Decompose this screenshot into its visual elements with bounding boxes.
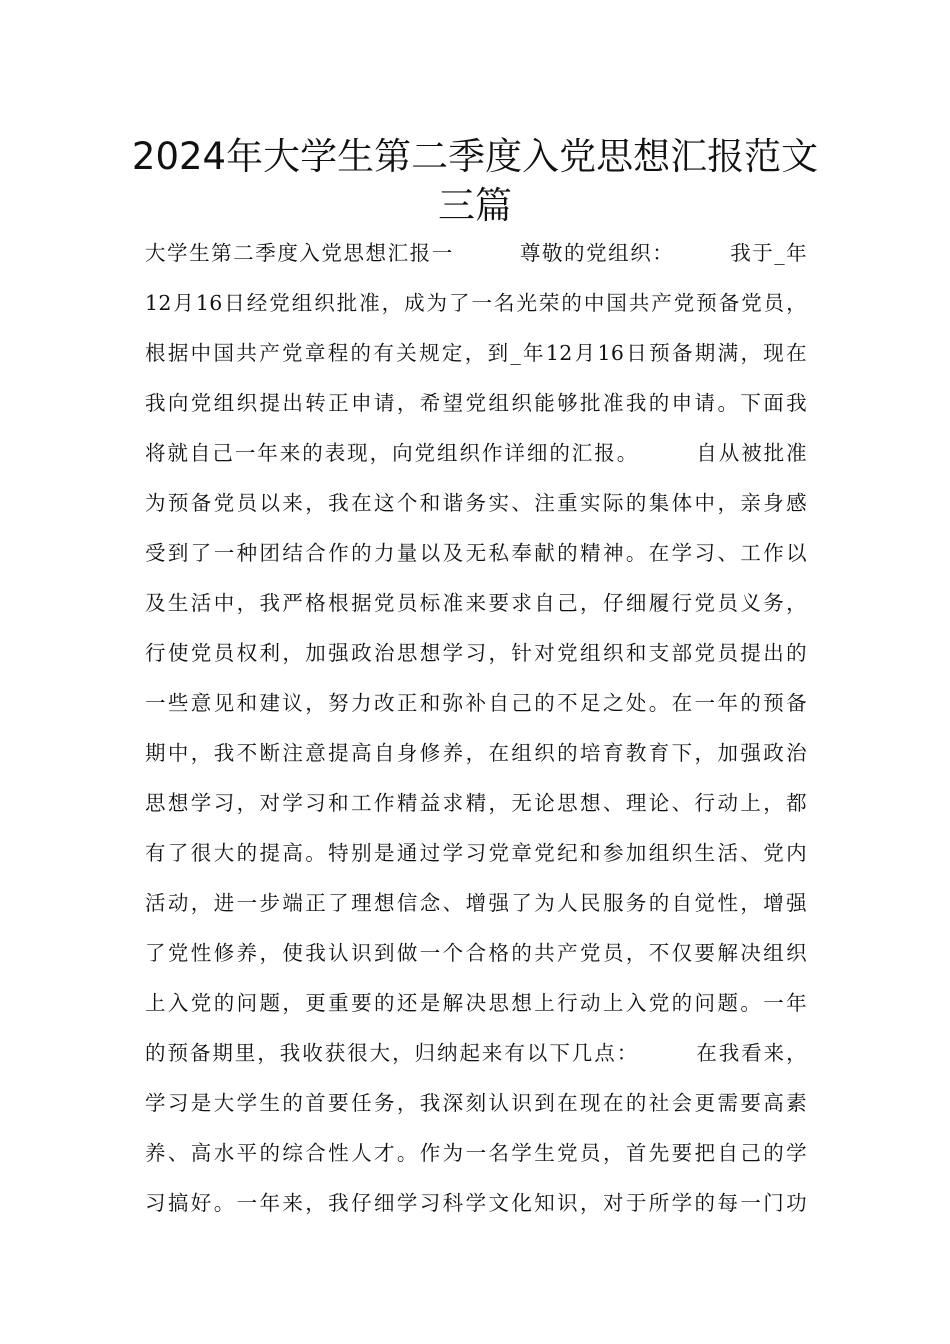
body-line: 12月16日经党组织批准，成为了一名光荣的中国共产党预备党员， <box>145 291 807 315</box>
body-line: 思想学习，对学习和工作精益求精，无论思想、理论、行动上，都 <box>145 791 807 815</box>
body-line: 期中，我不断注意提高自身修养，在组织的培育教育下，加强政治 <box>145 741 807 765</box>
body-line: 活动，进一步端正了理想信念、增强了为人民服务的自觉性，增强 <box>145 891 807 915</box>
body-line: 上入党的问题，更重要的还是解决思想上行动上入党的问题。一年 <box>145 991 807 1015</box>
document-title: 2024年大学生第二季度入党思想汇报范文三篇 <box>131 135 819 227</box>
body-line: 大学生第二季度入党思想汇报一 尊敬的党组织： 我于_年 <box>145 241 807 265</box>
body-line: 行使党员权利，加强政治思想学习，针对党组织和支部党员提出的 <box>145 641 807 665</box>
body-line: 有了很大的提高。特别是通过学习党章党纪和参加组织生活、党内 <box>145 841 807 865</box>
body-line: 根据中国共产党章程的有关规定，到_年12月16日预备期满，现在 <box>145 341 807 365</box>
body-line: 一些意见和建议，努力改正和弥补自己的不足之处。在一年的预备 <box>145 691 807 715</box>
document-body <box>145 228 807 1228</box>
body-line: 为预备党员以来，我在这个和谐务实、注重实际的集体中，亲身感 <box>145 491 807 515</box>
body-line: 的预备期里，我收获很大，归纳起来有以下几点： 在我看来， <box>145 1041 807 1065</box>
body-line: 了党性修养，使我认识到做一个合格的共产党员，不仅要解决组织 <box>145 941 807 965</box>
body-line: 习搞好。一年来，我仔细学习科学文化知识，对于所学的每一门功 <box>145 1191 807 1215</box>
body-line: 及生活中，我严格根据党员标准来要求自己，仔细履行党员义务， <box>145 591 807 615</box>
body-line: 受到了一种团结合作的力量以及无私奉献的精神。在学习、工作以 <box>145 541 807 565</box>
body-line: 我向党组织提出转正申请，希望党组织能够批准我的申请。下面我 <box>145 391 807 415</box>
body-line: 学习是大学生的首要任务，我深刻认识到在现在的社会更需要高素 <box>145 1091 807 1115</box>
body-line: 养、高水平的综合性人才。作为一名学生党员，首先要把自己的学 <box>145 1141 807 1165</box>
body-line: 将就自己一年来的表现，向党组织作详细的汇报。 自从被批准 <box>145 441 807 465</box>
